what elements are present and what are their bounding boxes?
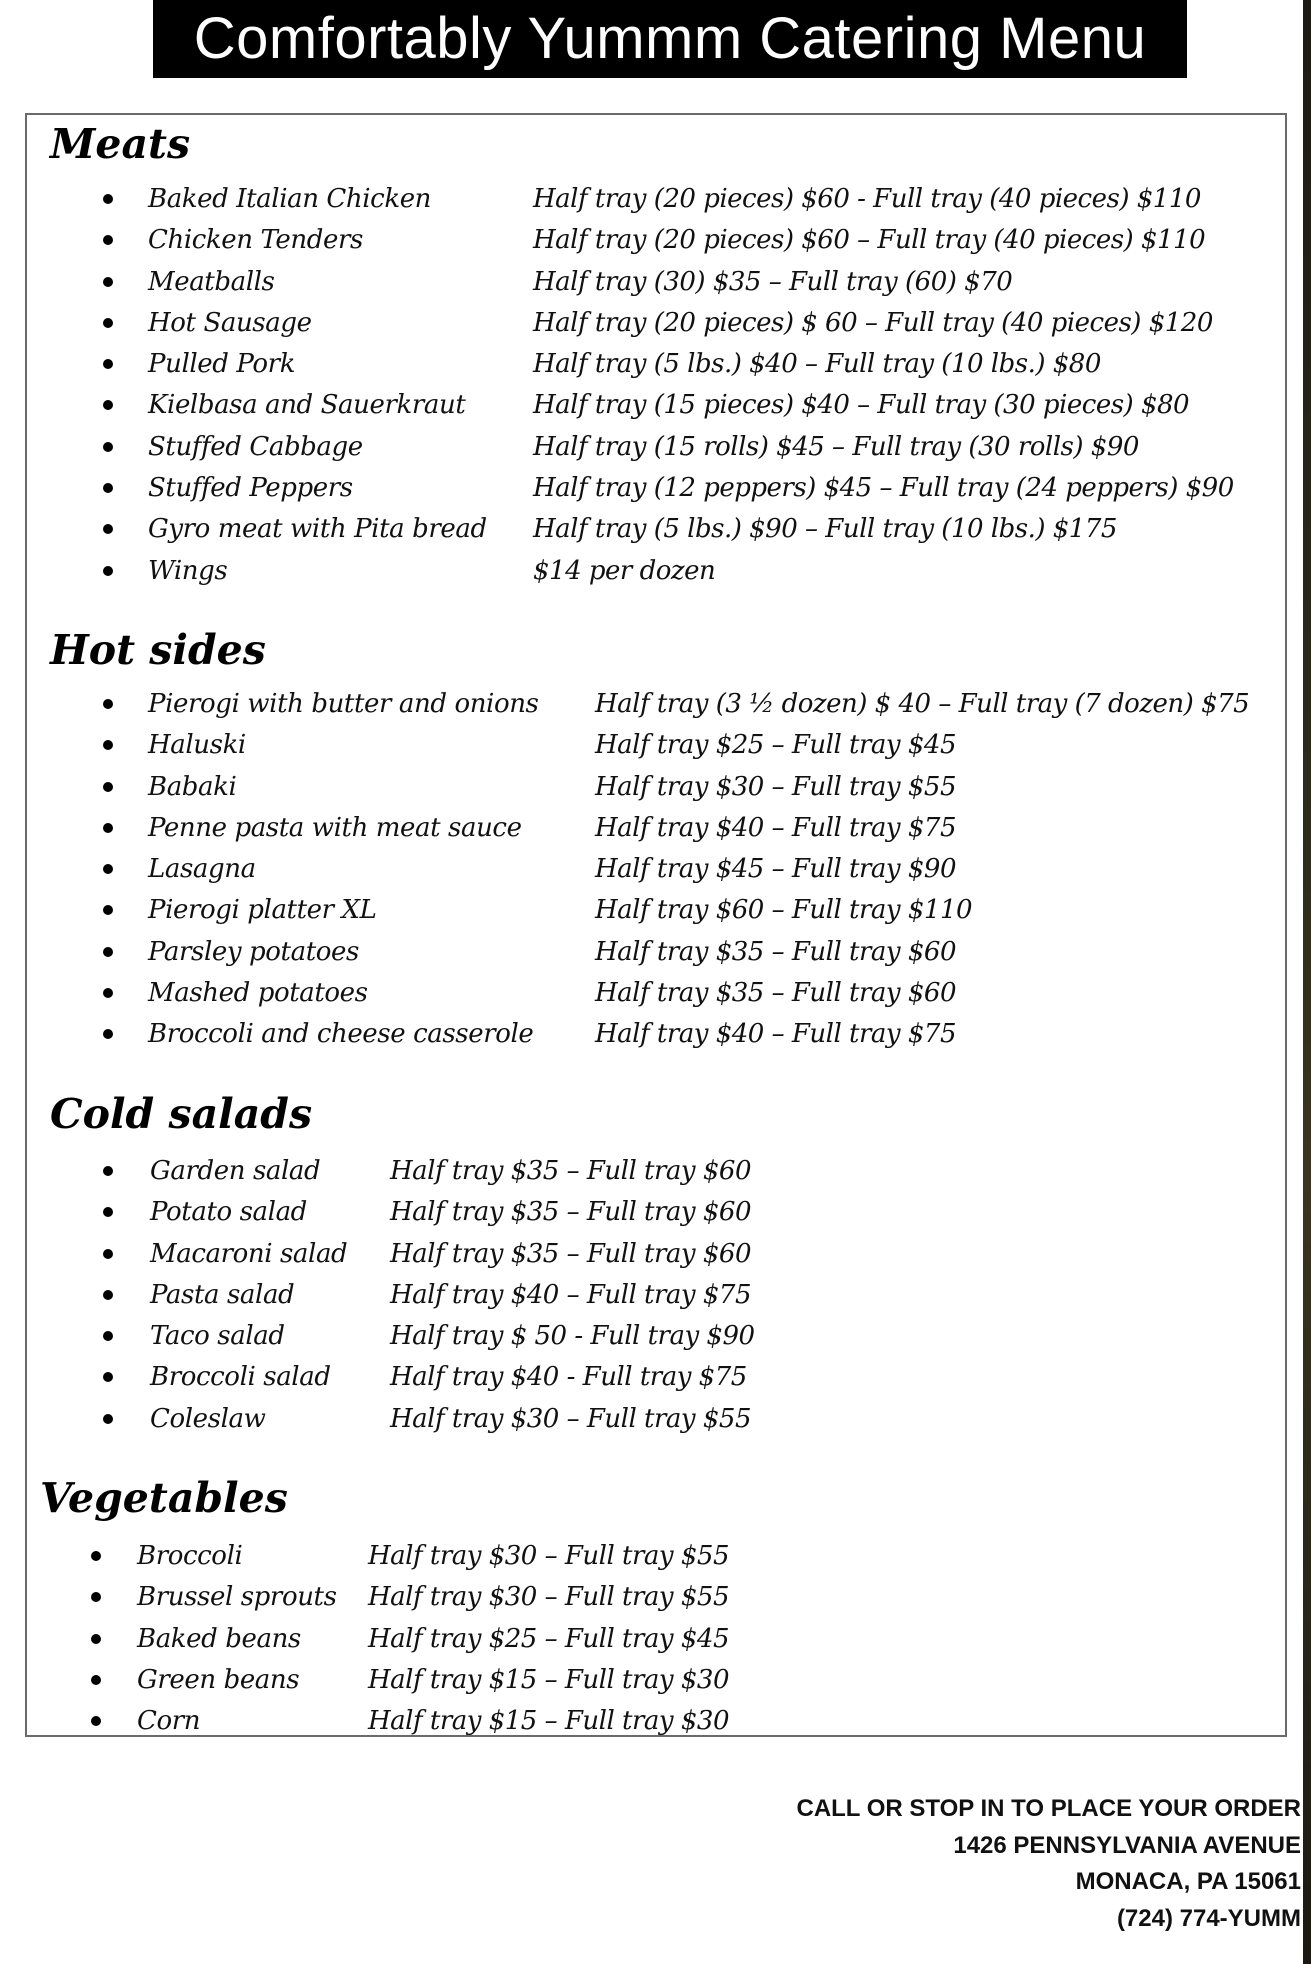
menu-item-price: Half tray (20 pieces) $60 - Full tray (40 pieces) $110	[533, 184, 1201, 214]
bullet-icon	[103, 1166, 113, 1176]
menu-item-price: Half tray (5 lbs.) $90 – Full tray (10 lbs.) $175	[533, 514, 1117, 545]
menu-item-price: Half tray $60 – Full tray $110	[595, 895, 973, 926]
menu-item	[103, 808, 1283, 849]
cold-salads-list	[103, 1151, 1003, 1440]
bullet-icon	[103, 823, 113, 833]
bullet-icon	[91, 1716, 101, 1726]
footer-city-line: MONACA, PA 15061	[1075, 1868, 1301, 1895]
bullet-icon	[103, 740, 113, 750]
menu-item	[103, 262, 1283, 303]
menu-item	[91, 1660, 991, 1701]
menu-item-price: $14 per dozen	[533, 555, 716, 586]
bullet-icon	[103, 318, 113, 328]
menu-item-name: Parsley potatoes	[148, 936, 359, 967]
menu-item-name: Green beans	[137, 1664, 300, 1695]
bullet-icon	[103, 442, 113, 452]
menu-item-price: Half tray (15 pieces) $40 – Full tray (30 pieces) $80	[533, 390, 1190, 421]
bullet-icon	[103, 1331, 113, 1341]
bullet-icon	[103, 194, 113, 204]
menu-item-name: Pierogi platter XL	[148, 895, 377, 926]
menu-item-price: Half tray $25 – Full tray $45	[368, 1623, 730, 1654]
bullet-icon	[103, 905, 113, 915]
menu-item	[103, 684, 1283, 725]
order-info	[796, 1791, 1301, 1937]
menu-item-price: Half tray $ 50 - Full tray $90	[390, 1321, 755, 1352]
menu-item	[103, 1357, 1003, 1398]
menu-item-name: Taco salad	[150, 1321, 285, 1352]
menu-item	[103, 973, 1283, 1014]
menu-item	[103, 1316, 1003, 1357]
menu-item-price: Half tray $45 – Full tray $90	[595, 854, 957, 885]
bullet-icon	[103, 1290, 113, 1300]
menu-item-name: Kielbasa and Sauerkraut	[148, 390, 466, 421]
menu-item	[103, 849, 1283, 890]
bullet-icon	[103, 988, 113, 998]
menu-item	[103, 1234, 1003, 1275]
bullet-icon	[91, 1634, 101, 1644]
photo-edge-strip	[1303, 0, 1311, 1964]
menu-item	[103, 344, 1283, 385]
menu-item	[103, 427, 1283, 468]
menu-item-price: Half tray (30) $35 – Full tray (60) $70	[533, 266, 1013, 297]
menu-item-name: Meatballs	[148, 266, 275, 297]
menu-item-name: Pierogi with butter and onions	[148, 689, 539, 719]
menu-item-price: Half tray $35 – Full tray $60	[390, 1197, 752, 1228]
menu-item-name: Wings	[148, 555, 228, 586]
menu-item	[103, 385, 1283, 426]
menu-item-price: Half tray $15 – Full tray $30	[368, 1706, 730, 1737]
menu-item-name: Garden salad	[150, 1156, 321, 1186]
menu-item-name: Coleslaw	[150, 1403, 266, 1434]
menu-item	[103, 932, 1283, 973]
menu-item-name: Macaroni salad	[150, 1238, 348, 1269]
section-title-vegetables: Vegetables	[40, 1474, 288, 1522]
menu-item	[103, 1151, 1003, 1192]
menu-item-name: Corn	[137, 1706, 201, 1737]
bullet-icon	[103, 699, 113, 709]
footer-phone-line: (724) 774-YUMM	[1116, 1904, 1301, 1932]
menu-item-price: Half tray (3 ½ dozen) $ 40 – Full tray (7 dozen) $75	[595, 689, 1250, 719]
menu-item	[103, 1192, 1003, 1233]
menu-item-name: Brussel sprouts	[137, 1582, 337, 1613]
bullet-icon	[103, 524, 113, 534]
meats-list	[103, 179, 1283, 592]
menu-item	[103, 509, 1283, 550]
menu-item	[103, 1399, 1003, 1440]
bullet-icon	[103, 782, 113, 792]
bullet-icon	[103, 1372, 113, 1382]
menu-item-name: Pasta salad	[150, 1279, 295, 1310]
bullet-icon	[103, 1207, 113, 1217]
menu-item-price: Half tray (20 pieces) $ 60 – Full tray (40 pieces) $120	[533, 307, 1213, 338]
bullet-icon	[103, 1029, 113, 1039]
menu-item-name: Chicken Tenders	[148, 225, 363, 256]
menu-item-price: Half tray $30 – Full tray $55	[595, 771, 957, 802]
menu-title: Comfortably Yummm Catering Menu	[153, 0, 1187, 78]
menu-item-name: Lasagna	[148, 854, 256, 885]
menu-item-price: Half tray $35 – Full tray $60	[595, 936, 957, 967]
menu-item-name: Haluski	[148, 730, 246, 761]
menu-item	[103, 220, 1283, 261]
bullet-icon	[103, 566, 113, 576]
footer-call-line: CALL OR STOP IN TO PLACE YOUR ORDER	[796, 1795, 1301, 1822]
menu-item-name: Baked Italian Chicken	[148, 184, 432, 214]
menu-item-price: Half tray (5 lbs.) $40 – Full tray (10 lbs.) $80	[533, 349, 1101, 380]
menu-item-price: Half tray (15 rolls) $45 – Full tray (30 rolls) $90	[533, 431, 1139, 462]
menu-item-name: Stuffed Peppers	[148, 473, 353, 504]
menu-item-name: Hot Sausage	[148, 307, 312, 338]
menu-item-name: Gyro meat with Pita bread	[148, 514, 487, 545]
menu-item-name: Broccoli salad	[150, 1362, 331, 1393]
menu-item-price: Half tray $30 – Full tray $55	[368, 1541, 730, 1571]
bullet-icon	[103, 1414, 113, 1424]
menu-item-price: Half tray $40 – Full tray $75	[390, 1279, 752, 1310]
menu-item-price: Half tray $30 – Full tray $55	[368, 1582, 730, 1613]
menu-item	[91, 1577, 991, 1618]
menu-item	[103, 1275, 1003, 1316]
menu-item-name: Baked beans	[137, 1623, 301, 1654]
section-title-meats: Meats	[50, 120, 191, 168]
menu-item-price: Half tray $30 – Full tray $55	[390, 1403, 752, 1434]
bullet-icon	[103, 864, 113, 874]
bullet-icon	[103, 235, 113, 245]
menu-item-name: Pulled Pork	[148, 349, 296, 380]
menu-item-name: Mashed potatoes	[148, 978, 368, 1009]
menu-item-name: Penne pasta with meat sauce	[148, 812, 522, 843]
menu-item-name: Broccoli	[137, 1541, 243, 1571]
menu-item-price: Half tray $35 – Full tray $60	[595, 978, 957, 1009]
vegetables-list	[91, 1536, 991, 1742]
menu-item	[91, 1701, 991, 1742]
bullet-icon	[103, 400, 113, 410]
menu-item	[103, 890, 1283, 931]
menu-item-price: Half tray $40 - Full tray $75	[390, 1362, 747, 1393]
bullet-icon	[91, 1592, 101, 1602]
section-title-hot-sides: Hot sides	[50, 626, 266, 674]
menu-item	[91, 1619, 991, 1660]
menu-item-price: Half tray $35 – Full tray $60	[390, 1238, 752, 1269]
menu-item	[103, 303, 1283, 344]
menu-item-price: Half tray $15 – Full tray $30	[368, 1664, 730, 1695]
menu-item-name: Stuffed Cabbage	[148, 431, 363, 462]
bullet-icon	[91, 1675, 101, 1685]
footer-address-line: 1426 PENNSYLVANIA AVENUE	[953, 1831, 1301, 1859]
menu-item-name: Potato salad	[150, 1197, 307, 1228]
menu-item-price: Half tray $40 – Full tray $75	[595, 812, 957, 843]
menu-item	[103, 179, 1283, 220]
menu-item-price: Half tray (12 peppers) $45 – Full tray (24 peppers) $90	[533, 473, 1234, 504]
menu-item-name: Broccoli and cheese casserole	[148, 1019, 534, 1050]
menu-item	[103, 468, 1283, 509]
bullet-icon	[103, 483, 113, 493]
menu-item	[103, 725, 1283, 766]
bullet-icon	[103, 359, 113, 369]
bullet-icon	[103, 1249, 113, 1259]
hot-sides-list	[103, 684, 1283, 1056]
menu-item	[103, 767, 1283, 808]
bullet-icon	[103, 277, 113, 287]
menu-item-price: Half tray (20 pieces) $60 – Full tray (40 pieces) $110	[533, 225, 1206, 256]
menu-item	[91, 1536, 991, 1577]
menu-item	[103, 1014, 1283, 1055]
menu-item-price: Half tray $25 – Full tray $45	[595, 730, 957, 761]
section-title-cold-salads: Cold salads	[50, 1090, 313, 1138]
menu-item-name: Babaki	[148, 771, 237, 802]
bullet-icon	[91, 1551, 101, 1561]
menu-item	[103, 551, 1283, 592]
bullet-icon	[103, 947, 113, 957]
menu-item-price: Half tray $35 – Full tray $60	[390, 1156, 752, 1186]
menu-item-price: Half tray $40 – Full tray $75	[595, 1019, 957, 1050]
